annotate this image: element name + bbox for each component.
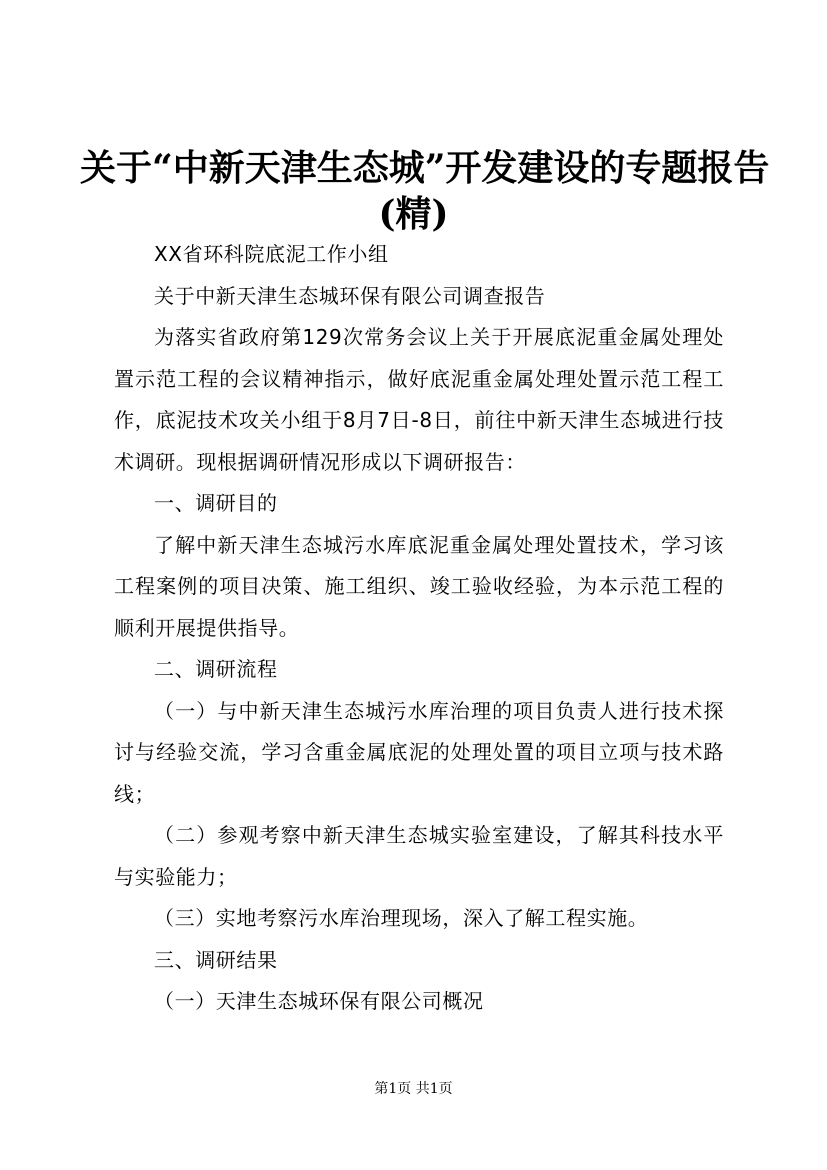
document-title: 关于“中新天津生态城”开发建设的专题报告 bbox=[80, 147, 770, 189]
author-line: XX省环科院底泥工作小组 bbox=[154, 242, 389, 266]
purpose-paragraph: 了解中新天津生态城污水库底泥重金属处理处置技术，学习该工程案例的项目决策、施工组织、竣工验收经验，为本示范工程的顺利开展提供指导。 bbox=[114, 532, 724, 640]
process-item-2: （二）参观考察中新天津生态城实验室建设，了解其科技水平与实验能力； bbox=[114, 823, 724, 889]
section-heading-results: 三、调研结果 bbox=[154, 947, 278, 972]
document-title-suffix: (精) bbox=[378, 193, 449, 235]
page-number-footer: 第1页 共1页 bbox=[374, 1081, 453, 1097]
report-subtitle: 关于中新天津生态城环保有限公司调查报告 bbox=[154, 283, 546, 308]
results-item-1: （一）天津生态城环保有限公司概况 bbox=[154, 989, 484, 1013]
section-heading-process: 二、调研流程 bbox=[154, 657, 278, 681]
process-item-1: （一）与中新天津生态城污水库治理的项目负责人进行技术探讨与经验交流，学习含重金属底泥的处理处置的项目立项与技术路线； bbox=[114, 698, 724, 806]
process-item-3: （三）实地考察污水库治理现场，深入了解工程实施。 bbox=[154, 906, 649, 930]
intro-paragraph: 为落实省政府第129次常务会议上关于开展底泥重金属处理处置示范工程的会议精神指示，做好底泥重金属处理处置示范工程工作，底泥技术攻关小组于8月7日-8日，前往中新天津生态城进行技术调研。现根据调研情况形成以下调研报告： bbox=[114, 325, 724, 474]
document-body bbox=[114, 234, 724, 1023]
section-heading-purpose: 一、调研目的 bbox=[154, 491, 278, 515]
